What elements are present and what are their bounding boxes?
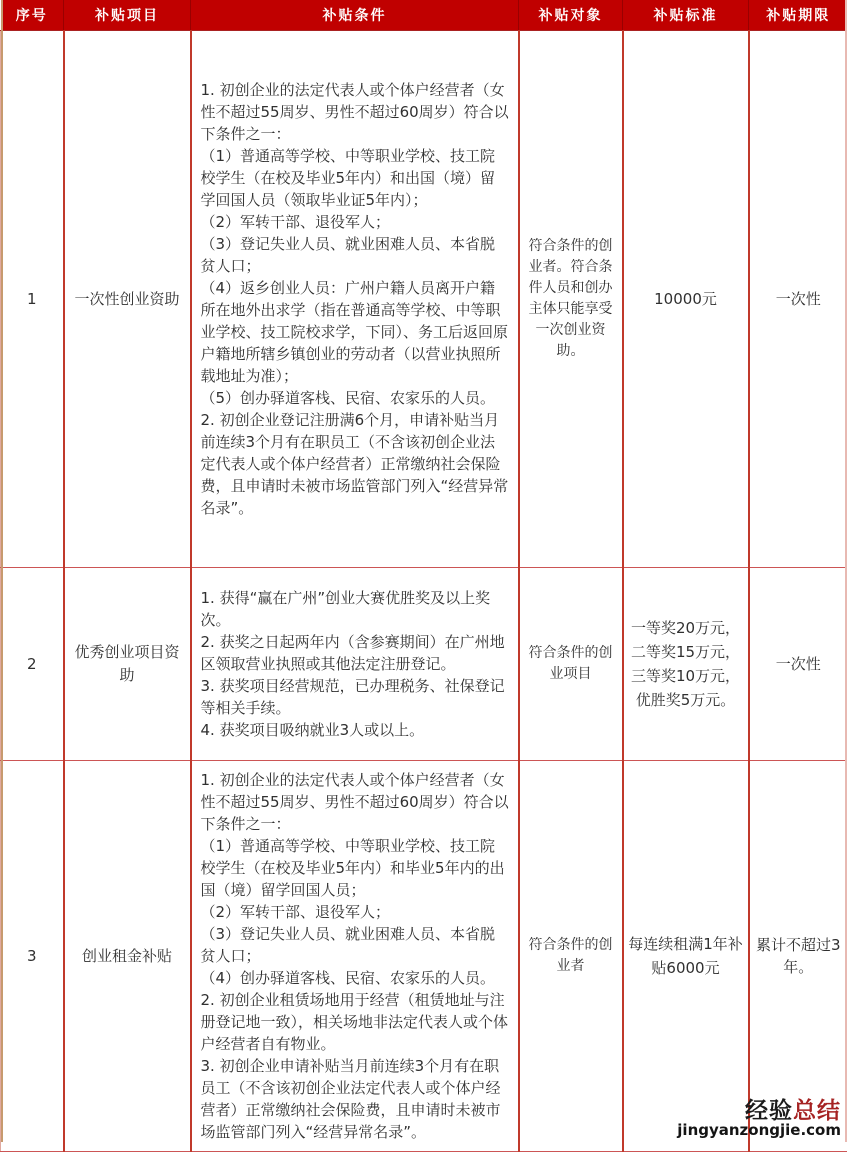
text-line: （3）登记失业人员、就业困难人员、本省脱贫人口；	[201, 923, 510, 967]
conditions-cell	[191, 761, 519, 1152]
header-col-standard: 补贴标准	[623, 0, 749, 31]
table-body	[1, 31, 847, 1152]
table-row	[1, 568, 847, 761]
project-name: 优秀创业项目资助	[64, 568, 191, 761]
text-line: 2. 初创企业登记注册满6个月，申请补贴当月前连续3个月有在职员工（不含该初创企业法定代表人或个体户经营者）正常缴纳社会保险费，且申请时未被市场监管部门列入“经营异常名录”。	[201, 409, 510, 519]
header-col-no: 序号	[1, 0, 64, 31]
project-name: 一次性创业资助	[64, 31, 191, 568]
standard-cell	[623, 31, 749, 568]
row-number: 2	[1, 568, 64, 761]
text-line: （1）普通高等学校、中等职业学校、技工院校学生（在校及毕业5年内）和毕业5年内的出国（境）留学回国人员；	[201, 835, 510, 901]
text-line: 4. 获奖项目吸纳就业3人或以上。	[201, 719, 510, 741]
text-line: （2）军转干部、退役军人；	[201, 211, 510, 233]
text-line: 每连续租满1年补贴6000元	[628, 932, 744, 980]
text-line: 2. 初创企业租赁场地用于经营（租赁地址与注册登记地一致），相关场地非法定代表人或个体户经营者自有物业。	[201, 989, 510, 1055]
row-number: 3	[1, 761, 64, 1152]
header-col-period: 补贴期限	[749, 0, 847, 31]
text-line: 1. 获得“赢在广州”创业大赛优胜奖及以上奖次。	[201, 587, 510, 631]
watermark	[677, 1099, 841, 1139]
text-line: 3. 获奖项目经营规范，已办理税务、社保登记等相关手续。	[201, 675, 510, 719]
period-cell: 一次性	[749, 568, 847, 761]
text-line: 优胜奖5万元。	[628, 688, 744, 712]
conditions-cell	[191, 568, 519, 761]
text-line: （1）普通高等学校、中等职业学校、技工院校学生（在校及毕业5年内）和出国（境）留学回国人员（领取毕业证5年内）；	[201, 145, 510, 211]
text-line: 三等奖10万元，	[628, 664, 744, 688]
header-col-target: 补贴对象	[519, 0, 623, 31]
watermark-brand-red: 总结	[793, 1098, 841, 1124]
text-line: 3. 初创企业申请补贴当月前连续3个月有在职员工（不含该初创企业法定代表人或个体户经营者）正常缴纳社会保险费，且申请时未被市场监管部门列入“经营异常名录”。	[201, 1055, 510, 1143]
text-line: （5）创办驿道客栈、民宿、农家乐的人员。	[201, 387, 510, 409]
table-row	[1, 31, 847, 568]
project-name: 创业租金补贴	[64, 761, 191, 1152]
target-cell: 符合条件的创业者。符合条件人员和创办主体只能享受一次创业资助。	[519, 31, 623, 568]
text-line: 1. 初创企业的法定代表人或个体户经营者（女性不超过55周岁、男性不超过60周岁）符合以下条件之一：	[201, 79, 510, 145]
table-header	[1, 0, 847, 31]
target-cell: 符合条件的创业项目	[519, 568, 623, 761]
conditions-cell	[191, 31, 519, 568]
standard-cell	[623, 568, 749, 761]
table-row	[1, 761, 847, 1152]
page-left-border	[1, 0, 3, 1142]
text-line: （4）创办驿道客栈、民宿、农家乐的人员。	[201, 967, 510, 989]
text-line: （2）军转干部、退役军人；	[201, 901, 510, 923]
text-line: 1. 初创企业的法定代表人或个体户经营者（女性不超过55周岁、男性不超过60周岁）符合以下条件之一：	[201, 769, 510, 835]
header-col-project: 补贴项目	[64, 0, 191, 31]
header-col-conditions: 补贴条件	[191, 0, 519, 31]
text-line: 10000元	[628, 287, 744, 311]
period-cell: 一次性	[749, 31, 847, 568]
text-line: 2. 获奖之日起两年内（含参赛期间）在广州地区领取营业执照或其他法定注册登记。	[201, 631, 510, 675]
text-line: 一等奖20万元，	[628, 616, 744, 640]
watermark-site: jingyanzongjie.com	[677, 1123, 841, 1139]
text-line: （4）返乡创业人员：广州户籍人员离开户籍所在地外出求学（指在普通高等学校、中等职业学校、技工院校求学，下同）、务工后返回原户籍地所辖乡镇创业的劳动者（以营业执照所载地址为准）；	[201, 277, 510, 387]
text-line: 二等奖15万元，	[628, 640, 744, 664]
target-cell: 符合条件的创业者	[519, 761, 623, 1152]
watermark-brand	[677, 1099, 841, 1123]
text-line: （3）登记失业人员、就业困难人员、本省脱贫人口；	[201, 233, 510, 277]
period-cell: 累计不超过3年。	[749, 761, 847, 1152]
row-number: 1	[1, 31, 64, 568]
standard-cell	[623, 761, 749, 1152]
watermark-brand-black: 经验	[745, 1098, 793, 1124]
